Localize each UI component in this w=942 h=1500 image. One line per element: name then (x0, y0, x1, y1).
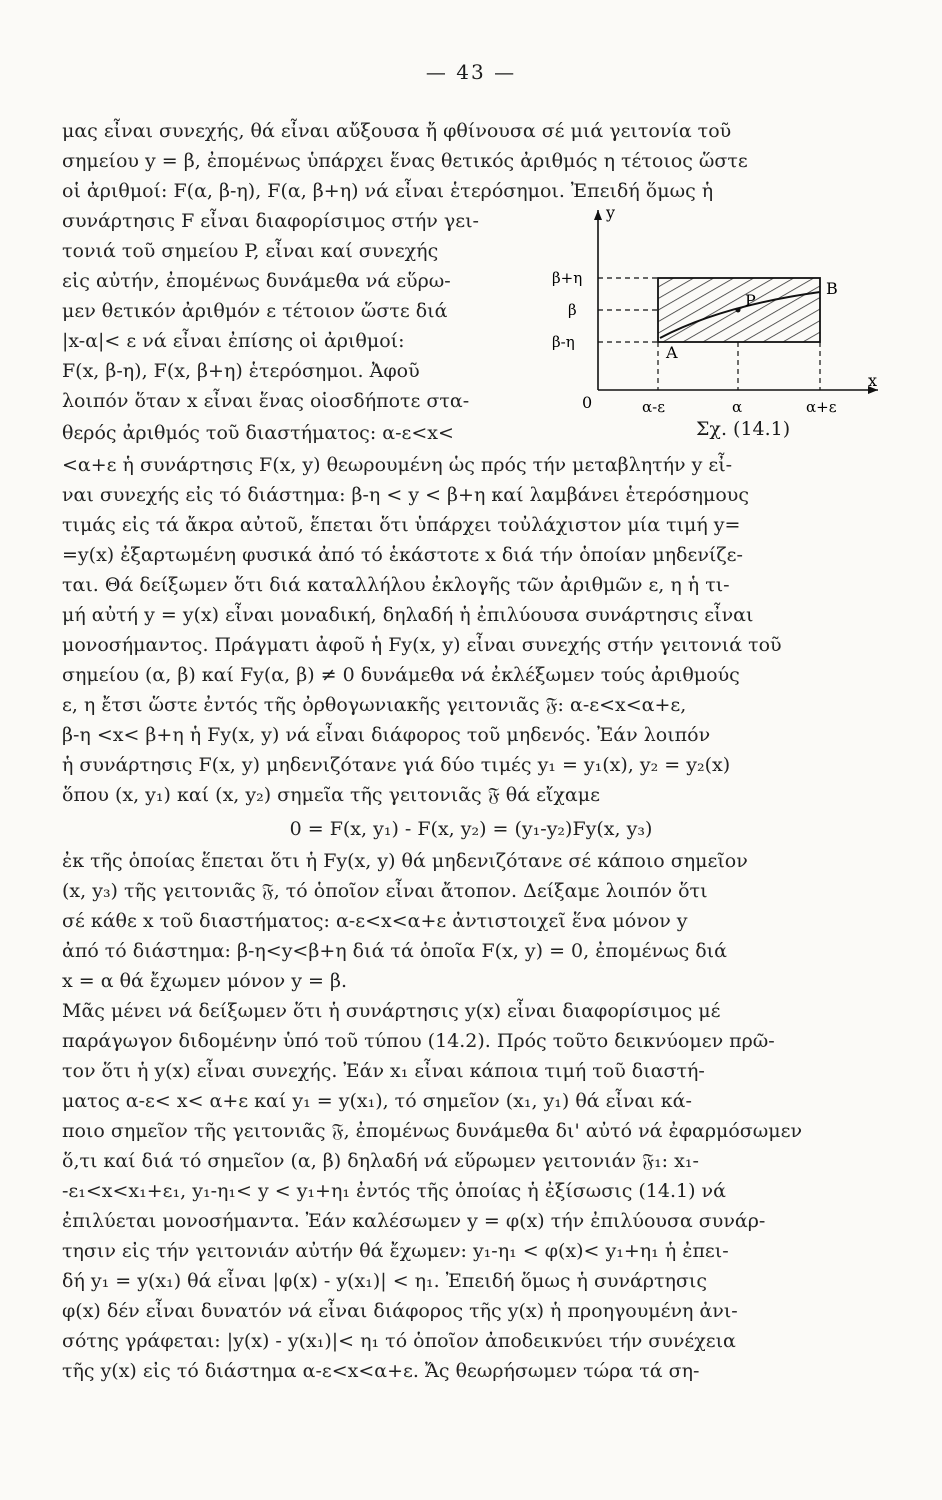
text-line: τον ὅτι ἡ y(x) εἶναι συνεχής. Ἐάν x₁ εἶναι κάποια τιμή τοῦ διαστή- (62, 1060, 705, 1082)
text-line: φ(x) δέν εἶναι δυνατόν νά εἶναι διάφορος τῆς y(x) ἡ προηγουμένη ἀνι- (62, 1300, 738, 1322)
text-line: ναι συνεχής εἰς τό διάστημα: β-η < y < β+η καί λαμβάνει ἑτερόσημους (62, 484, 749, 506)
text-line: ε, η ἔτσι ὥστε ἐντός τῆς ὀρθογωνιακῆς γειτονιᾶς 𝔉: α-ε<x<α+ε, (62, 694, 687, 716)
text-line: (x, y₃) τῆς γειτονιᾶς 𝔉, τό ὁποῖον εἶναι ἄτοπον. Δείξαμε λοιπόν ὅτι (62, 880, 708, 902)
text-line: ματος α-ε< x< α+ε καί y₁ = y(x₁), τό σημεῖον (x₁, y₁) θά εἶναι κά- (62, 1090, 692, 1112)
beta-minus-eta-label: β-η (552, 333, 575, 351)
text-line: β-η <x< β+η ἡ Fy(x, y) νά εἶναι διάφορος τοῦ μηδενός. Ἐάν λοιπόν (62, 724, 711, 746)
figure-caption: Σχ. (14.1) (696, 418, 791, 440)
text-line: =y(x) ἐξαρτωμένη φυσικά ἀπό τό ἑκάστοτε x διά τήν ὁποίαν μηδενίζε- (62, 544, 743, 566)
text-line: λοιπόν ὅταν x εἶναι ἕνας οἱοσδήποτε στα- (62, 390, 470, 412)
text-line: x = α θά ἔχωμεν μόνον y = β. (62, 970, 347, 992)
point-b-label: B (826, 279, 838, 298)
text-line: δή y₁ = y(x₁) θά εἶναι |φ(x) - y(x₁)| < η₁. Ἐπειδή ὅμως ἡ συνάρτησις (62, 1270, 707, 1292)
a-label: α (732, 398, 743, 416)
equation: 0 = F(x, y₁) - F(x, y₂) = (y₁-y₂)Fy(x, y₃) (289, 818, 653, 840)
text-line: -ε₁<x<x₁+ε₁, y₁-η₁< y < y₁+η₁ ἐντός τῆς ὁποίας ἡ ἐξίσωσις (14.1) νά (62, 1180, 726, 1202)
text-line: τησιν εἰς τήν γειτονιάν αὐτήν θά ἔχωμεν: y₁-η₁ < φ(x)< y₁+η₁ ἡ ἐπει- (62, 1240, 729, 1262)
text-line: ὅ,τι καί διά τό σημεῖον (α, β) δηλαδή νά εὕρωμεν γειτονιάν 𝔉₁: x₁- (62, 1150, 699, 1172)
text-line: μονοσήμαντος. Πράγματι ἀφοῦ ἡ Fy(x, y) εἶναι συνεχής στήν γειτονιά τοῦ (62, 634, 782, 656)
point-p-label: P (745, 291, 756, 310)
x-axis-label: x (868, 371, 878, 390)
text-line: παράγωγον διδομένην ὑπό τοῦ τύπου (14.2). Πρός τοῦτο δεικνύομεν πρῶ- (62, 1030, 775, 1052)
text-line: |x-α|< ε νά εἶναι ἐπίσης οἱ ἀριθμοί: (62, 330, 405, 352)
y-axis-arrow (594, 210, 602, 220)
text-line: σημείου (α, β) καί Fy(α, β) ≠ 0 δυνάμεθα νά ἐκλέξωμεν τούς ἀριθμούς (62, 664, 740, 686)
text-line: ἀπό τό διάστημα: β-η<y<β+η διά τά ὁποῖα F(x, y) = 0, ἐπομένως διά (62, 940, 727, 962)
text-line: ἐκ τῆς ὁποίας ἕπεται ὅτι ἡ Fy(x, y) θά μηδενιζότανε σέ κάποιο σημεῖον (62, 850, 748, 872)
figure-14-1 (548, 200, 888, 445)
text-line: σότης γράφεται: |y(x) - y(x₁)|< η₁ τό ὁποῖον ἀποδεικνύει τήν συνέχεια (62, 1330, 736, 1352)
text-line: ἡ συνάρτησις F(x, y) μηδενιζότανε γιά δύο τιμές y₁ = y₁(x), y₂ = y₂(x) (62, 754, 731, 776)
text-line: μας εἶναι συνεχής, θά εἶναι αὔξουσα ἤ φθίνουσα σέ μιά γειτονία τοῦ (62, 120, 732, 142)
a-minus-eps-label: α-ε (642, 398, 665, 416)
origin-label: 0 (582, 393, 593, 412)
text-line: σημείου y = β, ἐπομένως ὑπάρχει ἕνας θετικός ἀριθμός η τέτοιος ὥστε (62, 150, 748, 172)
text-line: εἰς αὐτήν, ἐπομένως δυνάμεθα νά εὕρω- (62, 270, 451, 292)
text-line: μή αὐτή y = y(x) εἶναι μοναδική, δηλαδή ἡ ἐπιλύουσα συνάρτησις εἶναι (62, 604, 754, 626)
beta-label: β (568, 301, 577, 319)
point-a-label: A (666, 343, 678, 362)
text-line: ται. Θά δείξωμεν ὅτι διά καταλλήλου ἐκλογῆς τῶν ἀριθμῶν ε, η ἡ τι- (62, 574, 730, 596)
point-p-dot (736, 308, 741, 313)
text-line: Μᾶς μένει νά δείξωμεν ὅτι ἡ συνάρτησις y(x) εἶναι διαφορίσιμος μέ (62, 1000, 721, 1022)
text-line: τιμάς εἰς τά ἄκρα αὐτοῦ, ἕπεται ὅτι ὑπάρχει τοὐλάχιστον μία τιμή y= (62, 514, 741, 536)
text-line: <α+ε ἡ συνάρτησις F(x, y) θεωρουμένη ὡς πρός τήν μεταβλητήν y εἶ- (62, 454, 733, 476)
text-line: θερός ἀριθμός τοῦ διαστήματος: α-ε<x< (62, 422, 454, 444)
text-line: συνάρτησις F εἶναι διαφορίσιμος στήν γει- (62, 210, 479, 232)
text-line: ποιο σημεῖον τῆς γειτονιᾶς 𝔉, ἐπομένως δυνάμεθα δι' αὐτό νά ἐφαρμόσωμεν (62, 1120, 803, 1142)
text-line: ἐπιλύεται μονοσήμαντα. Ἐάν καλέσωμεν y = φ(x) τήν ἐπιλύουσα συνάρ- (62, 1210, 766, 1232)
text-line: τονιά τοῦ σημείου P, εἶναι καί συνεχής (62, 240, 439, 262)
figure-svg (548, 200, 888, 445)
y-axis-label: y (606, 203, 616, 222)
text-line: σέ κάθε x τοῦ διαστήματος: α-ε<x<α+ε ἀντιστοιχεῖ ἕνα μόνον y (62, 910, 688, 932)
a-plus-eps-label: α+ε (806, 398, 837, 416)
text-line: τῆς y(x) εἰς τό διάστημα α-ε<x<α+ε. Ἄς θεωρήσωμεν τώρα τά ση- (62, 1360, 700, 1382)
text-line: ὅπου (x, y₁) καί (x, y₂) σημεῖα τῆς γειτονιᾶς 𝔉 θά εἴχαμε (62, 784, 600, 806)
text-line: οἱ ἀριθμοί: F(α, β-η), F(α, β+η) νά εἶναι ἑτερόσημοι. Ἐπειδή ὅμως ἡ (62, 180, 714, 202)
text-line: μεν θετικόν ἀριθμόν ε τέτοιον ὥστε διά (62, 300, 448, 322)
page-number: — 43 — (425, 60, 517, 84)
beta-plus-eta-label: β+η (552, 269, 583, 287)
text-line: F(x, β-η), F(x, β+η) ἑτερόσημοι. Ἀφοῦ (62, 360, 420, 382)
